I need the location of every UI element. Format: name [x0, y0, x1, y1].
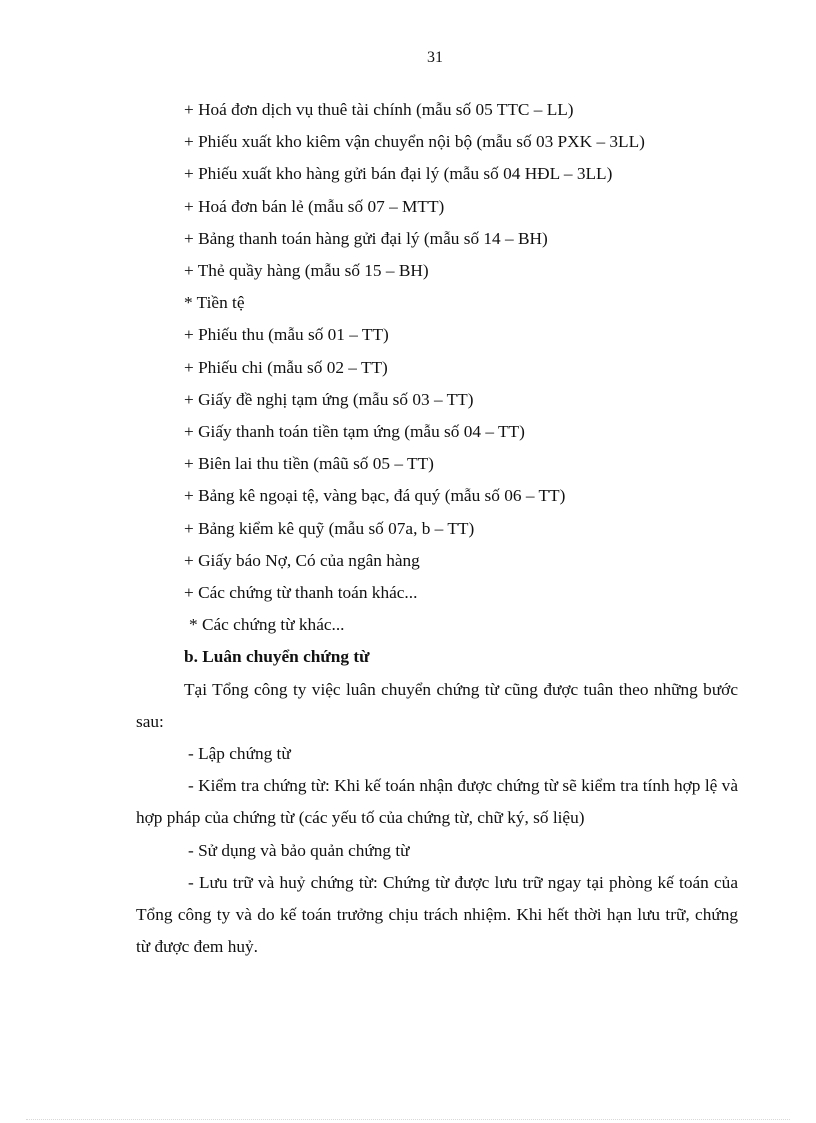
list-item: + Phiếu chi (mẫu số 02 – TT)	[184, 357, 388, 377]
section-intro-paragraph: Tại Tổng công ty việc luân chuyển chứng từ cũng được tuân theo những bước sau:	[136, 679, 738, 731]
list-item: + Bảng thanh toán hàng gửi đại lý (mẫu số 14 – BH)	[184, 228, 548, 248]
list-item: + Hoá đơn dịch vụ thuê tài chính (mẫu số 05 TTC – LL)	[184, 100, 574, 119]
list-item: + Giấy đề nghị tạm ứng (mẫu số 03 – TT)	[184, 389, 474, 409]
step-item: - Lưu trữ và huỷ chứng từ: Chứng từ được lưu trữ ngay tại phòng kế toán của Tổng công ty và do kế toán trưởng chịu trách nhiệm. Khi hết thời hạn lưu trữ, chứng từ được đem huỷ.	[136, 872, 738, 957]
category-heading-cash: * Tiền tệ	[184, 293, 245, 313]
list-item: + Giấy thanh toán tiền tạm ứng (mẫu số 04 – TT)	[184, 422, 525, 442]
list-item: + Phiếu xuất kho kiêm vận chuyển nội bộ (mẫu số 03 PXK – 3LL)	[184, 132, 645, 152]
list-item: + Phiếu xuất kho hàng gửi bán đại lý (mẫu số 04 HĐL – 3LL)	[184, 164, 613, 184]
list-item: + Thẻ quầy hàng (mẫu số 15 – BH)	[184, 261, 429, 281]
list-item: + Hoá đơn bán lẻ (mẫu số 07 – MTT)	[184, 196, 445, 216]
list-item: + Biên lai thu tiền (mâũ số 05 – TT)	[184, 454, 434, 474]
step-item: - Kiểm tra chứng từ: Khi kế toán nhận được chứng từ sẽ kiểm tra tính hợp lệ và hợp pháp của chứng từ (các yếu tố của chứng từ, chữ ký, số liệu)	[136, 776, 738, 828]
section-heading: b. Luân chuyển chứng từ	[184, 647, 370, 667]
list-item: + Phiếu thu (mẫu số 01 – TT)	[184, 325, 389, 345]
list-item: + Bảng kê ngoại tệ, vàng bạc, đá quý (mẫu số 06 – TT)	[184, 486, 566, 506]
list-item: + Bảng kiểm kê quỹ (mẫu số 07a, b – TT)	[184, 518, 475, 538]
page-bottom-border	[26, 1119, 790, 1120]
page-number: 31	[427, 49, 443, 66]
list-item: + Các chứng từ thanh toán khác...	[184, 583, 418, 603]
list-item: + Giấy báo Nợ, Có của ngân hàng	[184, 550, 420, 570]
category-heading-other: * Các chứng từ khác...	[189, 615, 345, 635]
step-item: - Sử dụng và bảo quản chứng từ	[188, 840, 410, 860]
document-body	[136, 94, 738, 963]
step-item: - Lập chứng từ	[188, 744, 291, 764]
